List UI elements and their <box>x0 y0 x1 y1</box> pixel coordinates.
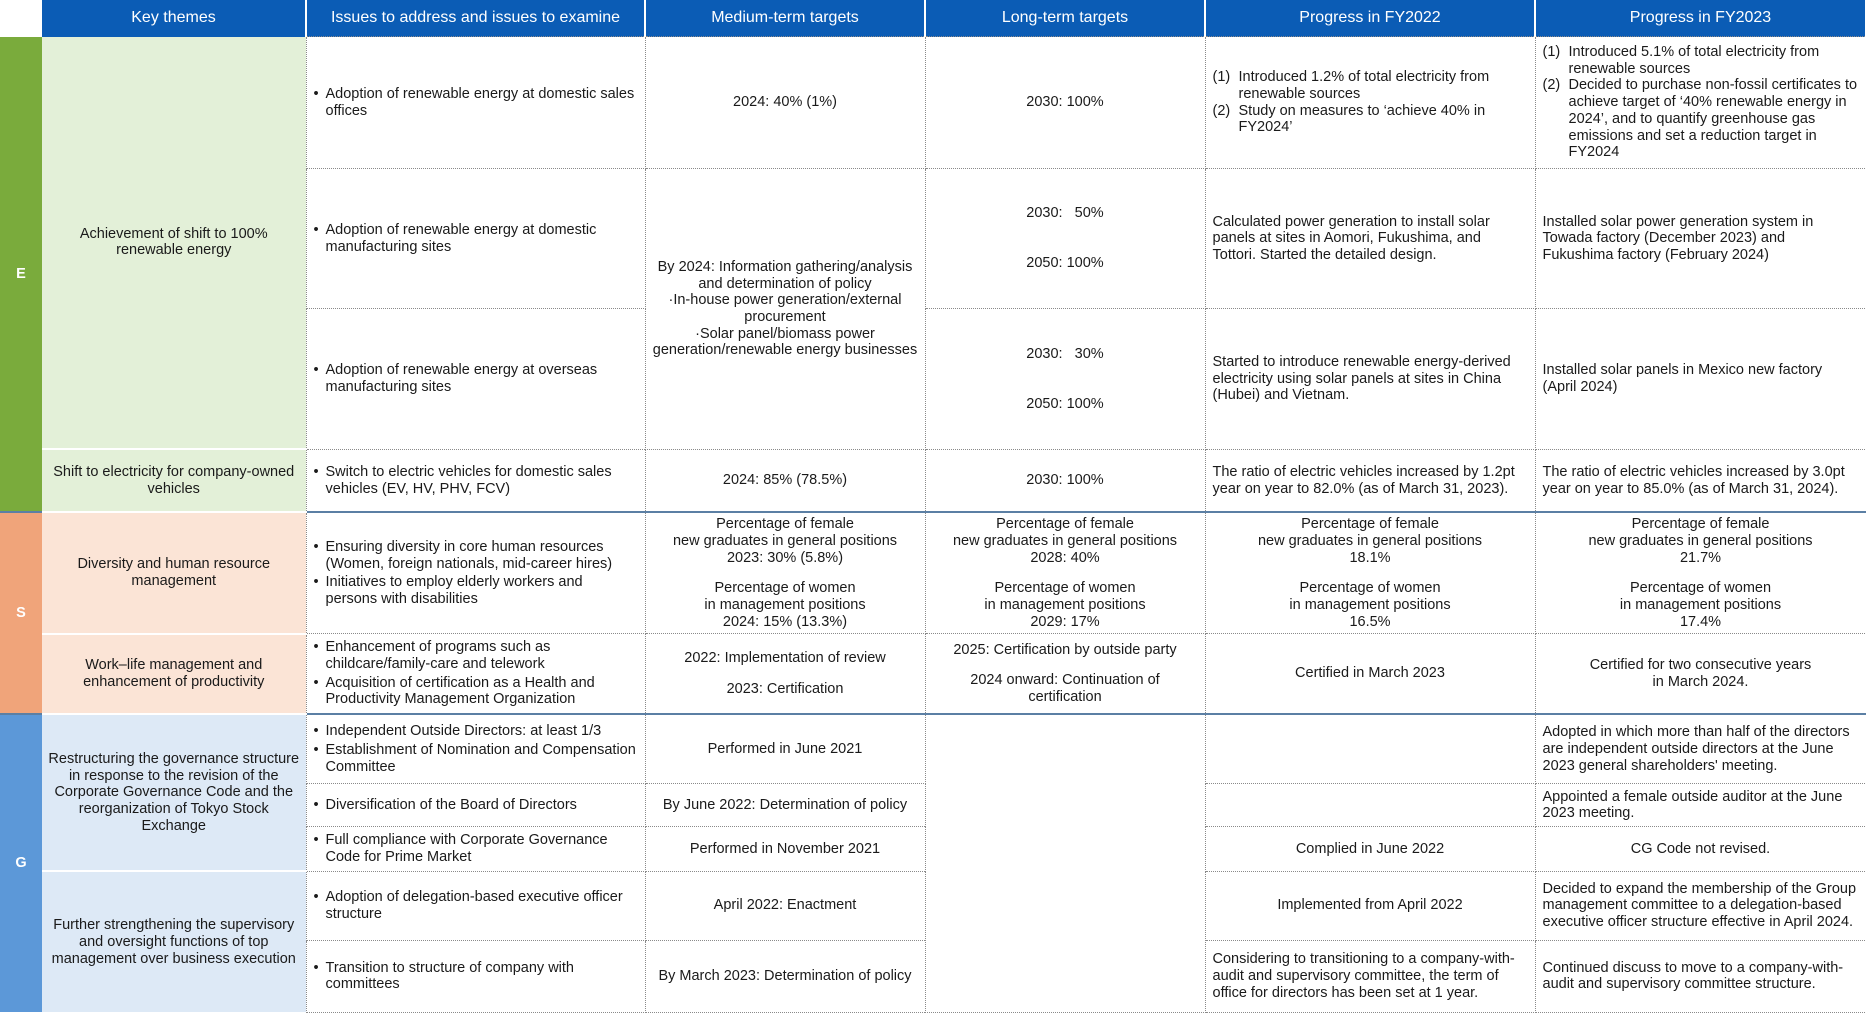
header-progress-fy2022: Progress in FY2022 <box>1205 0 1535 37</box>
theme-supervisory-oversight: Further strengthening the supervisory and oversight functions of top management over business execution <box>42 871 306 1012</box>
issue-item: • Ensuring diversity in core human resources (Women, foreign nationals, mid-career hires) <box>314 539 638 572</box>
long-term-cell: 2030: 50% 2050: 100% <box>925 169 1205 309</box>
medium-term-cell: Percentage of female new graduates in general positions 2023: 30% (5.8%) Percentage of women in management positions 2024: 15% (13.3%) <box>645 512 925 634</box>
theme-work-life: Work–life management and enhancement of productivity <box>42 634 306 714</box>
issue-cell <box>306 714 645 784</box>
medium-term-cell: Performed in November 2021 <box>645 827 925 871</box>
progress-fy2022-cell: Calculated power generation to install solar panels at sites in Aomori, Fukushima, and Tottori. Started the detailed design. <box>1205 169 1535 309</box>
long-term-cell: Percentage of female new graduates in general positions 2028: 40% Percentage of women in management positions 2029: 17% <box>925 512 1205 634</box>
issue-item: • Enhancement of programs such as childcare/family-care and telework <box>314 639 638 672</box>
medium-term-cell: By March 2023: Determination of policy <box>645 940 925 1012</box>
issue-item: • Adoption of renewable energy at domestic sales offices <box>314 86 638 119</box>
long-term-cell: 2030: 100% <box>925 37 1205 169</box>
progress-fy2023-cell: Appointed a female outside auditor at the June 2023 meeting. <box>1535 784 1866 827</box>
issue-item: • Diversification of the Board of Directors <box>314 797 638 814</box>
progress-fy2022-cell: Started to introduce renewable energy-derived electricity using solar panels at sites in China (Hubei) and Vietnam. <box>1205 309 1535 449</box>
list-item: (2) Study on measures to ‘achieve 40% in FY2024’ <box>1212 102 1486 136</box>
progress-fy2023-cell: Adopted in which more than half of the directors are independent outside directors at the June 2023 general shareholders' meeting. <box>1535 714 1866 784</box>
long-term-cell <box>925 714 1205 1012</box>
progress-fy2023-cell: Installed solar panels in Mexico new factory (April 2024) <box>1535 309 1866 449</box>
issue-cell <box>306 871 645 940</box>
header-key-themes: Key themes <box>42 0 306 37</box>
header-issues: Issues to address and issues to examine <box>306 0 645 37</box>
progress-fy2022-cell: Considering to transitioning to a company-with-audit and supervisory committee, the term of office for directors has been set at 1 year. <box>1205 940 1535 1012</box>
progress-fy2023-cell: Percentage of female new graduates in general positions 21.7% Percentage of women in management positions 17.4% <box>1535 512 1866 634</box>
theme-electric-vehicles: Shift to electricity for company-owned vehicles <box>42 449 306 512</box>
long-term-cell: 2025: Certification by outside party 2024 onward: Continuation of certification <box>925 634 1205 714</box>
progress-fy2023-cell: Decided to expand the membership of the Group management committee to a delegation-based executive officer structure effective in April 2024. <box>1535 871 1866 940</box>
issue-cell <box>306 37 645 169</box>
table-row <box>0 714 1866 784</box>
progress-fy2022-cell: The ratio of electric vehicles increased by 1.2pt year on year to 82.0% (as of March 31, 2023). <box>1205 449 1535 512</box>
issue-cell <box>306 634 645 714</box>
long-term-cell: 2030: 100% <box>925 449 1205 512</box>
list-item: (2) Decided to purchase non-fossil certificates to achieve target of ‘40% renewable energy in 2024’, and to quantify greenhouse gas emissions and set a reduction target in FY2024 <box>1542 77 1858 161</box>
issue-cell <box>306 169 645 309</box>
issue-cell <box>306 784 645 827</box>
issue-item: • Full compliance with Corporate Governance Code for Prime Market <box>314 832 638 865</box>
medium-term-cell: Performed in June 2021 <box>645 714 925 784</box>
progress-fy2022-cell <box>1205 714 1535 784</box>
table-row <box>0 37 1866 169</box>
progress-fy2023-cell: Continued discuss to move to a company-with-audit and supervisory committee structure. <box>1535 940 1866 1012</box>
medium-term-cell: April 2022: Enactment <box>645 871 925 940</box>
category-g-label: G <box>0 714 42 1012</box>
issue-item: • Adoption of renewable energy at overseas manufacturing sites <box>314 362 638 395</box>
list-item: (1) Introduced 5.1% of total electricity from renewable sources <box>1542 44 1820 77</box>
issue-cell <box>306 827 645 871</box>
table-row <box>0 512 1866 634</box>
progress-fy2023-cell: The ratio of electric vehicles increased by 3.0pt year on year to 85.0% (as of March 31, 2024). <box>1535 449 1866 512</box>
issue-cell <box>306 940 645 1012</box>
progress-fy2022-cell: Implemented from April 2022 <box>1205 871 1535 940</box>
issue-cell <box>306 449 645 512</box>
issue-cell <box>306 512 645 634</box>
progress-fy2022-cell <box>1205 784 1535 827</box>
issue-item: • Adoption of delegation-based executive officer structure <box>314 889 638 922</box>
progress-fy2022-cell <box>1205 37 1535 169</box>
table-row <box>0 449 1866 512</box>
progress-fy2022-cell: Percentage of female new graduates in general positions 18.1% Percentage of women in management positions 16.5% <box>1205 512 1535 634</box>
issue-item: • Establishment of Nomination and Compensation Committee <box>314 742 638 775</box>
medium-term-cell: By 2024: Information gathering/analysis and determination of policy ·In-house power generation/external procurement ·Solar panel/biomass power generation/renewable energy businesses <box>645 169 925 450</box>
progress-fy2023-cell: Installed solar power generation system in Towada factory (December 2023) and Fukushima factory (February 2024) <box>1535 169 1866 309</box>
issue-item: • Acquisition of certification as a Health and Productivity Management Organization <box>314 675 638 708</box>
long-term-cell: 2030: 30% 2050: 100% <box>925 309 1205 449</box>
medium-term-cell: 2024: 40% (1%) <box>645 37 925 169</box>
issue-item: • Independent Outside Directors: at least 1/3 <box>314 723 638 740</box>
issue-item: • Adoption of renewable energy at domestic manufacturing sites <box>314 222 638 255</box>
table-row <box>0 634 1866 714</box>
progress-fy2023-cell: CG Code not revised. <box>1535 827 1866 871</box>
progress-fy2022-cell: Certified in March 2023 <box>1205 634 1535 714</box>
issue-item: • Initiatives to employ elderly workers and persons with disabilities <box>314 574 638 607</box>
progress-fy2023-cell <box>1535 37 1866 169</box>
header-row <box>0 0 1866 37</box>
theme-diversity: Diversity and human resource management <box>42 512 306 634</box>
theme-renewable-energy: Achievement of shift to 100% renewable energy <box>42 37 306 450</box>
progress-fy2022-cell: Complied in June 2022 <box>1205 827 1535 871</box>
medium-term-cell: By June 2022: Determination of policy <box>645 784 925 827</box>
medium-term-cell: 2022: Implementation of review 2023: Certification <box>645 634 925 714</box>
issue-item: • Switch to electric vehicles for domestic sales vehicles (EV, HV, PHV, FCV) <box>314 464 638 497</box>
progress-fy2023-cell: Certified for two consecutive years in March 2024. <box>1535 634 1866 714</box>
header-progress-fy2023: Progress in FY2023 <box>1535 0 1866 37</box>
issue-cell <box>306 309 645 449</box>
header-corner <box>0 0 42 37</box>
header-long-term: Long-term targets <box>925 0 1205 37</box>
category-e-label: E <box>0 37 42 513</box>
medium-term-cell: 2024: 85% (78.5%) <box>645 449 925 512</box>
category-s-label: S <box>0 512 42 714</box>
theme-governance-restructuring: Restructuring the governance structure in response to the revision of the Corporate Governance Code and the reorganization of Tokyo Stock Exchange <box>42 714 306 871</box>
issue-item: • Transition to structure of company with committees <box>314 960 638 993</box>
header-medium-term: Medium-term targets <box>645 0 925 37</box>
list-item: (1) Introduced 1.2% of total electricity from renewable sources <box>1212 69 1490 102</box>
